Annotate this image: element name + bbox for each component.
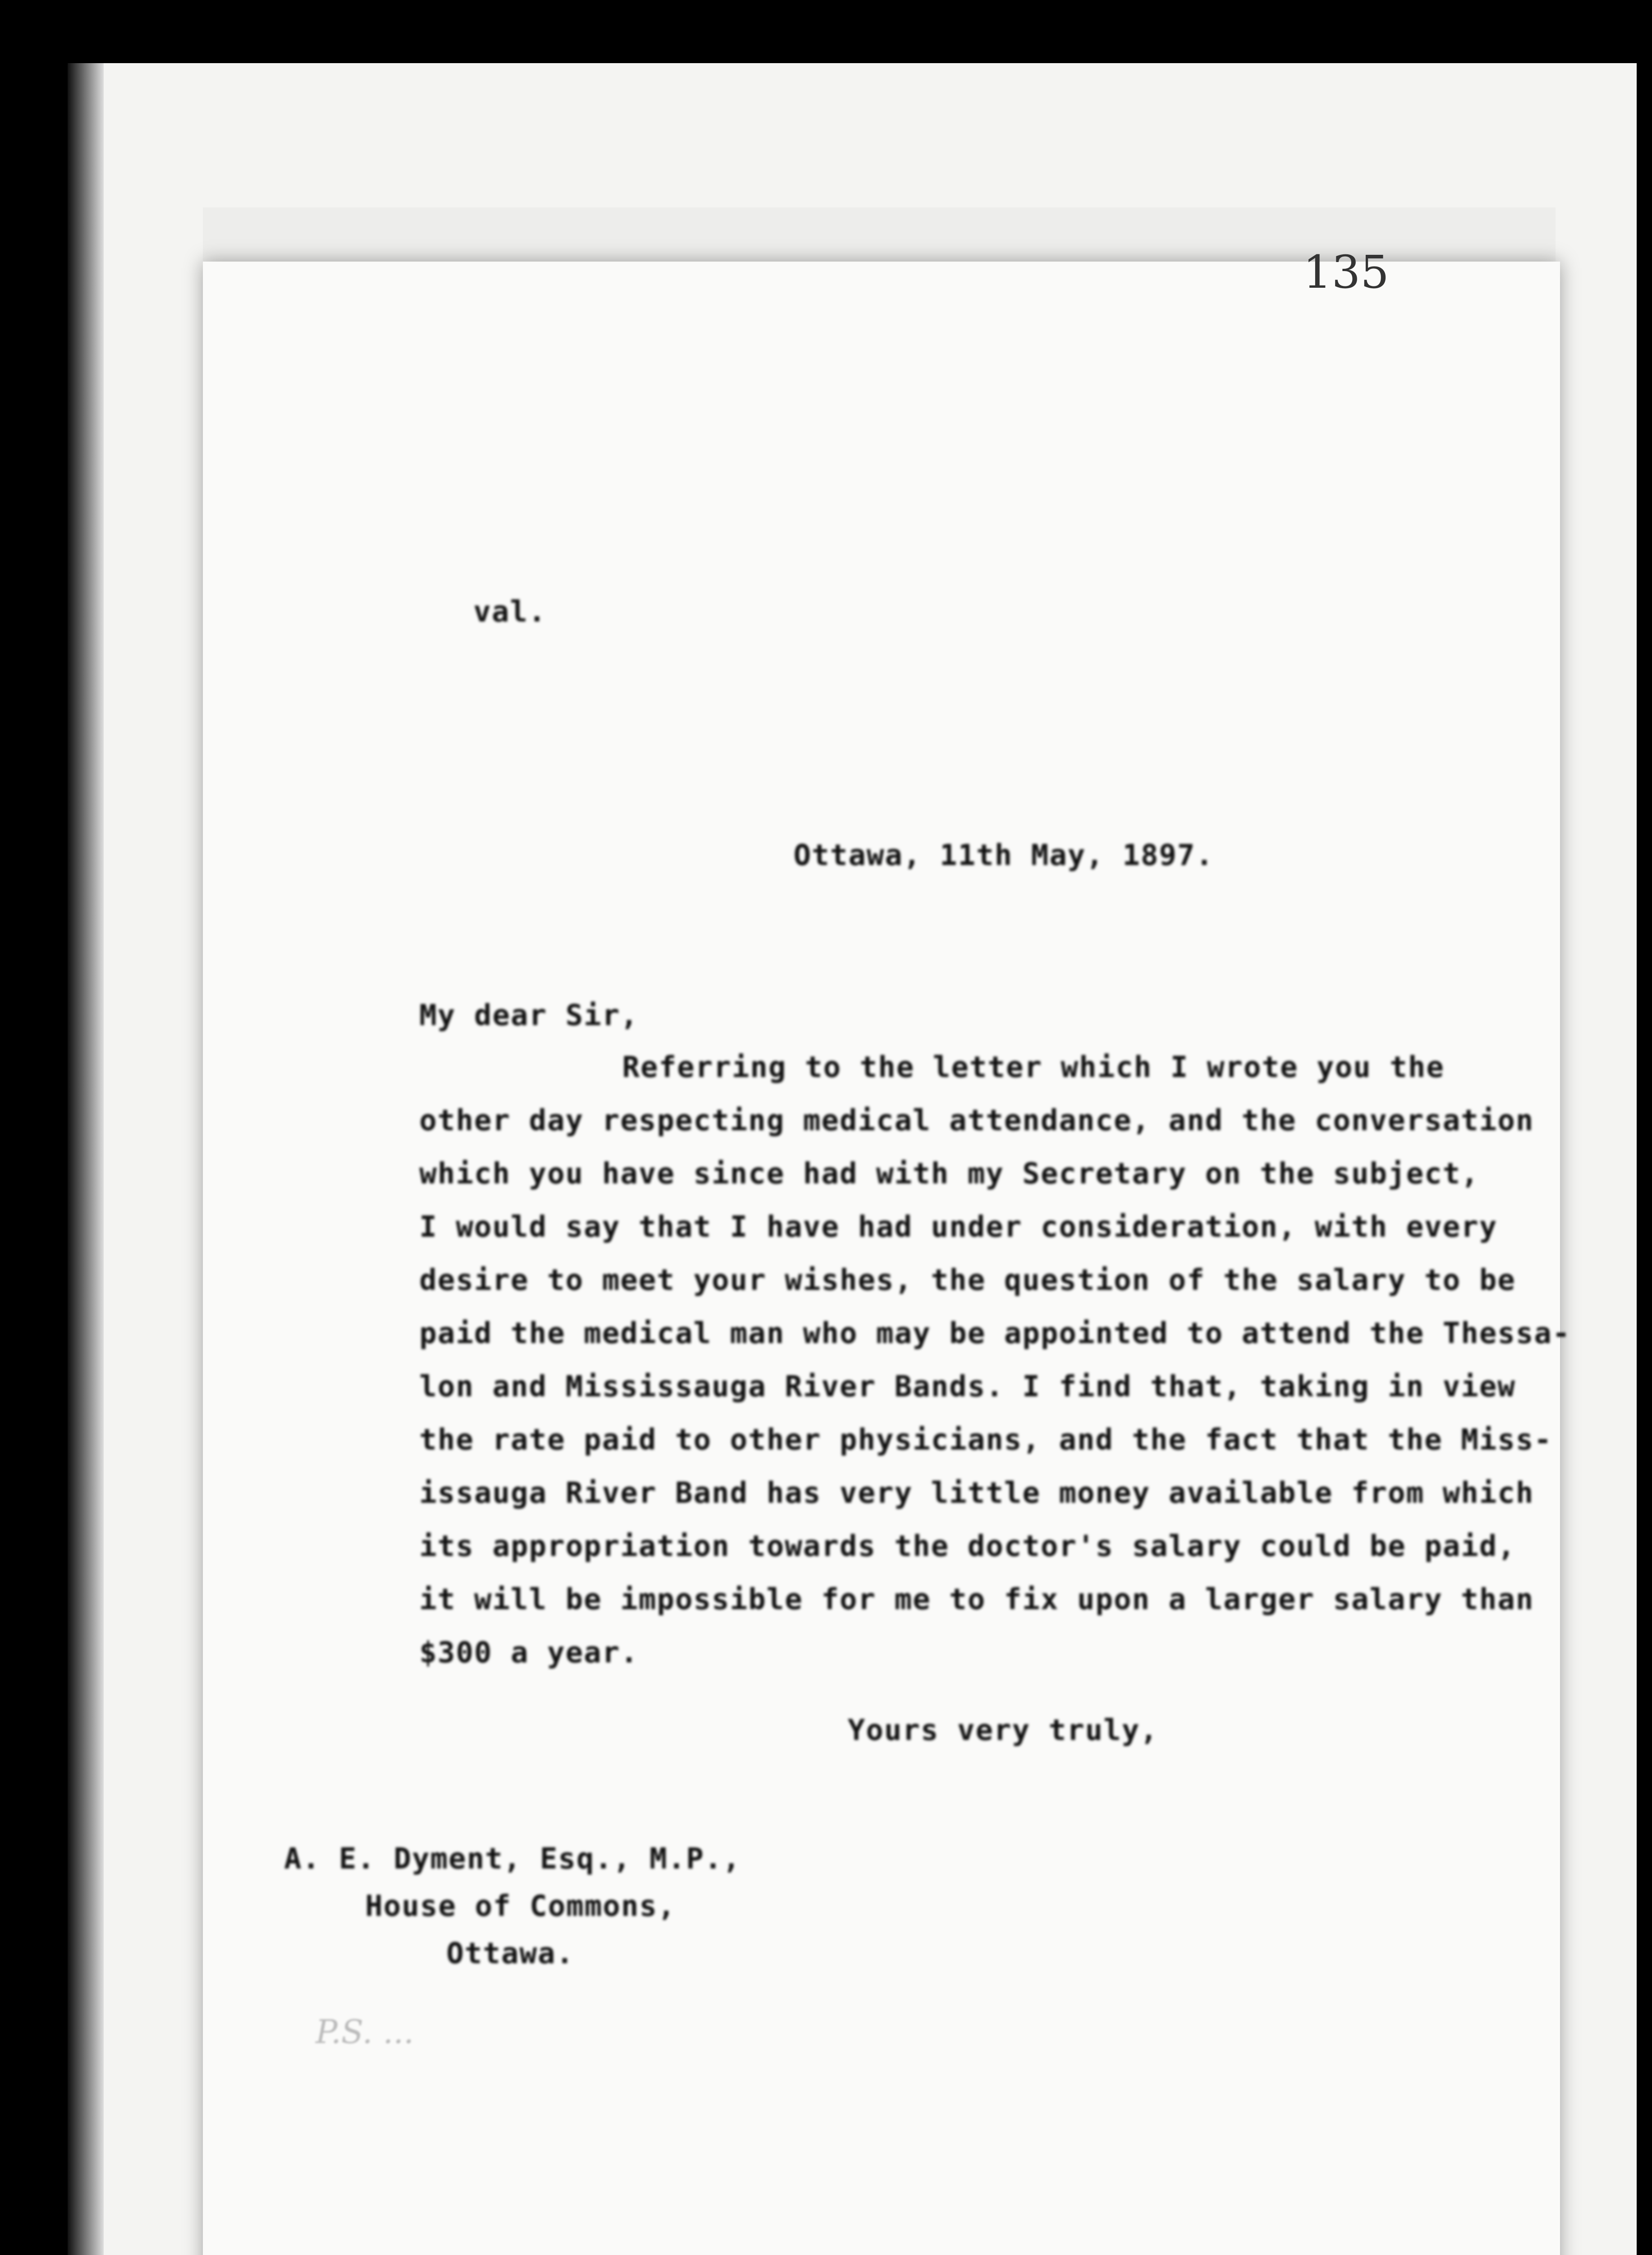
salutation: My dear Sir,: [419, 999, 639, 1032]
reference: val.: [473, 595, 547, 629]
body-line: its appropriation towards the doctor's salary could be paid,: [419, 1530, 1516, 1563]
addressee-name: A. E. Dyment, Esq., M.P.,: [284, 1842, 741, 1876]
page-number: 135: [1303, 246, 1389, 299]
body-line: $300 a year.: [419, 1636, 639, 1670]
addressee-city: Ottawa.: [446, 1937, 574, 1970]
body-line: other day respecting medical attendance, and the conversation: [419, 1104, 1534, 1137]
body-line: lon and Mississauga River Bands. I find that, taking in view: [419, 1370, 1516, 1404]
letter-page: [203, 262, 1560, 2255]
body-line: issauga River Band has very little money available from which: [419, 1477, 1534, 1510]
body-line: desire to meet your wishes, the question of the salary to be: [419, 1264, 1516, 1297]
faint-postscript: P.S. ...: [316, 2013, 414, 2051]
date-line: Ottawa, 11th May, 1897.: [794, 839, 1214, 872]
body-line: Referring to the letter which I wrote you the: [622, 1051, 1445, 1084]
body-line: it will be impossible for me to fix upon a larger salary than: [419, 1583, 1534, 1616]
closing: Yours very truly,: [848, 1714, 1159, 1747]
body-line: which you have since had with my Secretary on the subject,: [419, 1157, 1479, 1191]
addressee-house: House of Commons,: [365, 1890, 676, 1923]
body-line: paid the medical man who may be appointed to attend the Thessa-: [419, 1317, 1571, 1350]
body-line: I would say that I have had under consideration, with every: [419, 1210, 1498, 1244]
film-edge: [68, 63, 104, 2255]
body-line: the rate paid to other physicians, and the fact that the Miss-: [419, 1423, 1552, 1457]
